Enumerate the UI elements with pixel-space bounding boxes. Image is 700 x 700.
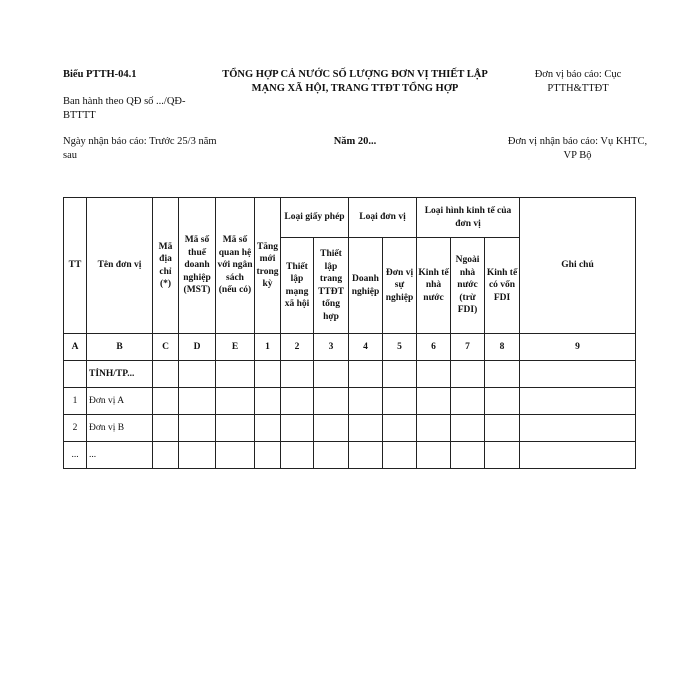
code-cell: E	[216, 334, 255, 361]
table-row	[64, 388, 636, 415]
header-unit-type-group: Loại đơn vị	[349, 198, 417, 238]
code-cell: 1	[255, 334, 281, 361]
header-new-increase: Tăng mới trong kỳ	[255, 198, 281, 334]
receiving-unit: Đơn vị nhận báo cáo: Vụ KHTC, VP Bộ	[507, 136, 648, 161]
header-license-portal: Thiết lập trang TTĐT tổng hợp	[314, 238, 349, 334]
row-tt	[64, 361, 87, 388]
code-cell: 2	[281, 334, 314, 361]
header-license-group: Loại giấy phép	[281, 198, 349, 238]
header-unit-name: Tên đơn vị	[87, 198, 153, 334]
header-eco-fdi: Kinh tế có vốn FDI	[485, 238, 520, 334]
code-cell: 6	[417, 334, 451, 361]
code-cell: 4	[349, 334, 383, 361]
header-economic-group: Loại hình kinh tế của đơn vị	[417, 198, 520, 238]
report-table	[63, 197, 636, 469]
row-name: ...	[87, 442, 153, 469]
code-row	[64, 334, 636, 361]
header-tt: TT	[64, 198, 87, 334]
code-cell: 5	[383, 334, 417, 361]
reporting-unit: Đơn vị báo cáo: Cục PTTH&TTĐT	[534, 69, 622, 94]
code-cell: B	[87, 334, 153, 361]
code-cell: 9	[520, 334, 636, 361]
code-cell: D	[179, 334, 216, 361]
row-tt: ...	[64, 442, 87, 469]
code-cell: C	[153, 334, 179, 361]
receive-date: Ngày nhận báo cáo: Trước 25/3 năm sau	[63, 136, 217, 161]
table-row	[64, 442, 636, 469]
row-name: TỈNH/TP...	[87, 361, 153, 388]
table-row	[64, 415, 636, 442]
row-name: Đơn vị B	[87, 415, 153, 442]
header-budget-code: Mã số quan hệ với ngân sách (nếu có)	[216, 198, 255, 334]
row-tt: 1	[64, 388, 87, 415]
header-location-code: Mã địa chỉ (*)	[153, 198, 179, 334]
report-year: Năm 20...	[333, 136, 377, 147]
page-title: TỔNG HỢP CẢ NƯỚC SỐ LƯỢNG ĐƠN VỊ THIẾT LẬP MẠNG XÃ HỘI, TRANG TTĐT TỔNG HỢP	[222, 69, 488, 94]
code-cell: 8	[485, 334, 520, 361]
header-type-enterprise: Doanh nghiệp	[349, 238, 383, 334]
issued-by: Ban hành theo QĐ số .../QĐ-BTTTT	[63, 96, 186, 121]
header-tax-code: Mã số thuế doanh nghiệp (MST)	[179, 198, 216, 334]
row-name: Đơn vị A	[87, 388, 153, 415]
code-cell: 3	[314, 334, 349, 361]
header-notes: Ghi chú	[520, 198, 636, 334]
form-code: Biểu PTTH-04.1	[63, 69, 137, 80]
header-eco-state: Kinh tế nhà nước	[417, 238, 451, 334]
table-row	[64, 361, 636, 388]
code-cell: A	[64, 334, 87, 361]
code-cell: 7	[451, 334, 485, 361]
row-tt: 2	[64, 415, 87, 442]
header-type-public: Đơn vị sự nghiệp	[383, 238, 417, 334]
header-license-social: Thiết lập mạng xã hội	[281, 238, 314, 334]
header-eco-nonstate: Ngoài nhà nước (trừ FDI)	[451, 238, 485, 334]
